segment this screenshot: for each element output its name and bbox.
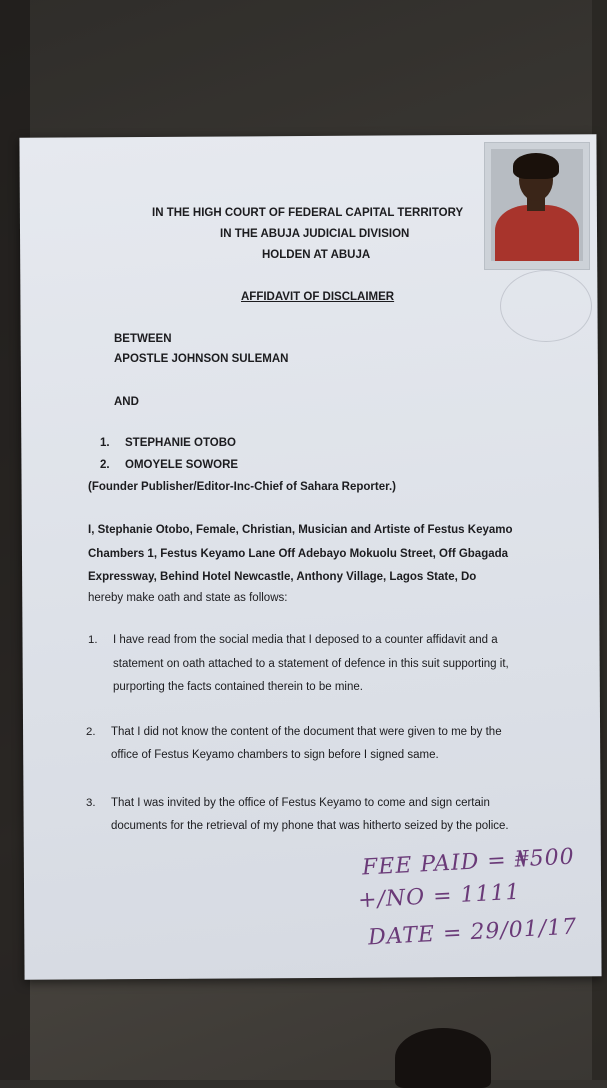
defendant-2-name: OMOYELE SOWORE <box>125 459 239 471</box>
court-line-1: IN THE HIGH COURT OF FEDERAL CAPITAL TERRITORY <box>152 207 464 219</box>
clause-2-line-1: That I did not know the content of the document that were given to me by the <box>111 726 502 738</box>
defendant-1-name: STEPHANIE OTOBO <box>125 437 236 449</box>
intro-line-1: I, Stephanie Otobo, Female, Christian, Musician and Artiste of Festus Keyamo <box>88 524 513 536</box>
clause-2-number: 2. <box>86 726 96 738</box>
shoe-shadow <box>395 1028 491 1088</box>
court-line-2: IN THE ABUJA JUDICIAL DIVISION <box>220 228 410 240</box>
document-title: AFFIDAVIT OF DISCLAIMER <box>241 291 395 303</box>
clause-3-number: 3. <box>86 797 96 809</box>
claimant-name: APOSTLE JOHNSON SULEMAN <box>114 353 289 365</box>
defendant-1-number: 1. <box>100 437 110 449</box>
between-label: BETWEEN <box>114 333 172 345</box>
intro-line-4: hereby make oath and state as follows: <box>88 592 288 604</box>
handwritten-date: DATE = 29/01/17 <box>367 914 578 951</box>
and-label: AND <box>114 396 139 408</box>
intro-line-2: Chambers 1, Festus Keyamo Lane Off Adebayo Mokuolu Street, Off Gbagada <box>88 548 509 560</box>
clause-3-line-2: documents for the retrieval of my phone that was hitherto seized by the police. <box>111 820 509 832</box>
clause-2-line-2: office of Festus Keyamo chambers to sign before I signed same. <box>111 749 439 761</box>
defendant-note: (Founder Publisher/Editor-Inc-Chief of Sahara Reporter.) <box>88 481 396 493</box>
clause-3-line-1: That I was invited by the office of Festus Keyamo to come and sign certain <box>111 797 490 809</box>
clause-1-line-1: I have read from the social media that I deposed to a counter affidavit and a <box>113 634 498 646</box>
court-line-3: HOLDEN AT ABUJA <box>262 249 371 261</box>
intro-line-3: Expressway, Behind Hotel Newcastle, Anthony Village, Lagos State, Do <box>88 571 477 583</box>
defendant-2-number: 2. <box>100 459 110 471</box>
handwritten-fee: FEE PAID = ₦500 <box>361 844 576 881</box>
clause-1-line-2: statement on oath attached to a statement of defence in this suit supporting it, <box>113 658 509 670</box>
clause-1-number: 1. <box>88 634 98 646</box>
handwritten-number: +/NO = 1111 <box>357 879 522 914</box>
clause-1-line-3: purporting the facts contained therein to be mine. <box>113 681 363 693</box>
